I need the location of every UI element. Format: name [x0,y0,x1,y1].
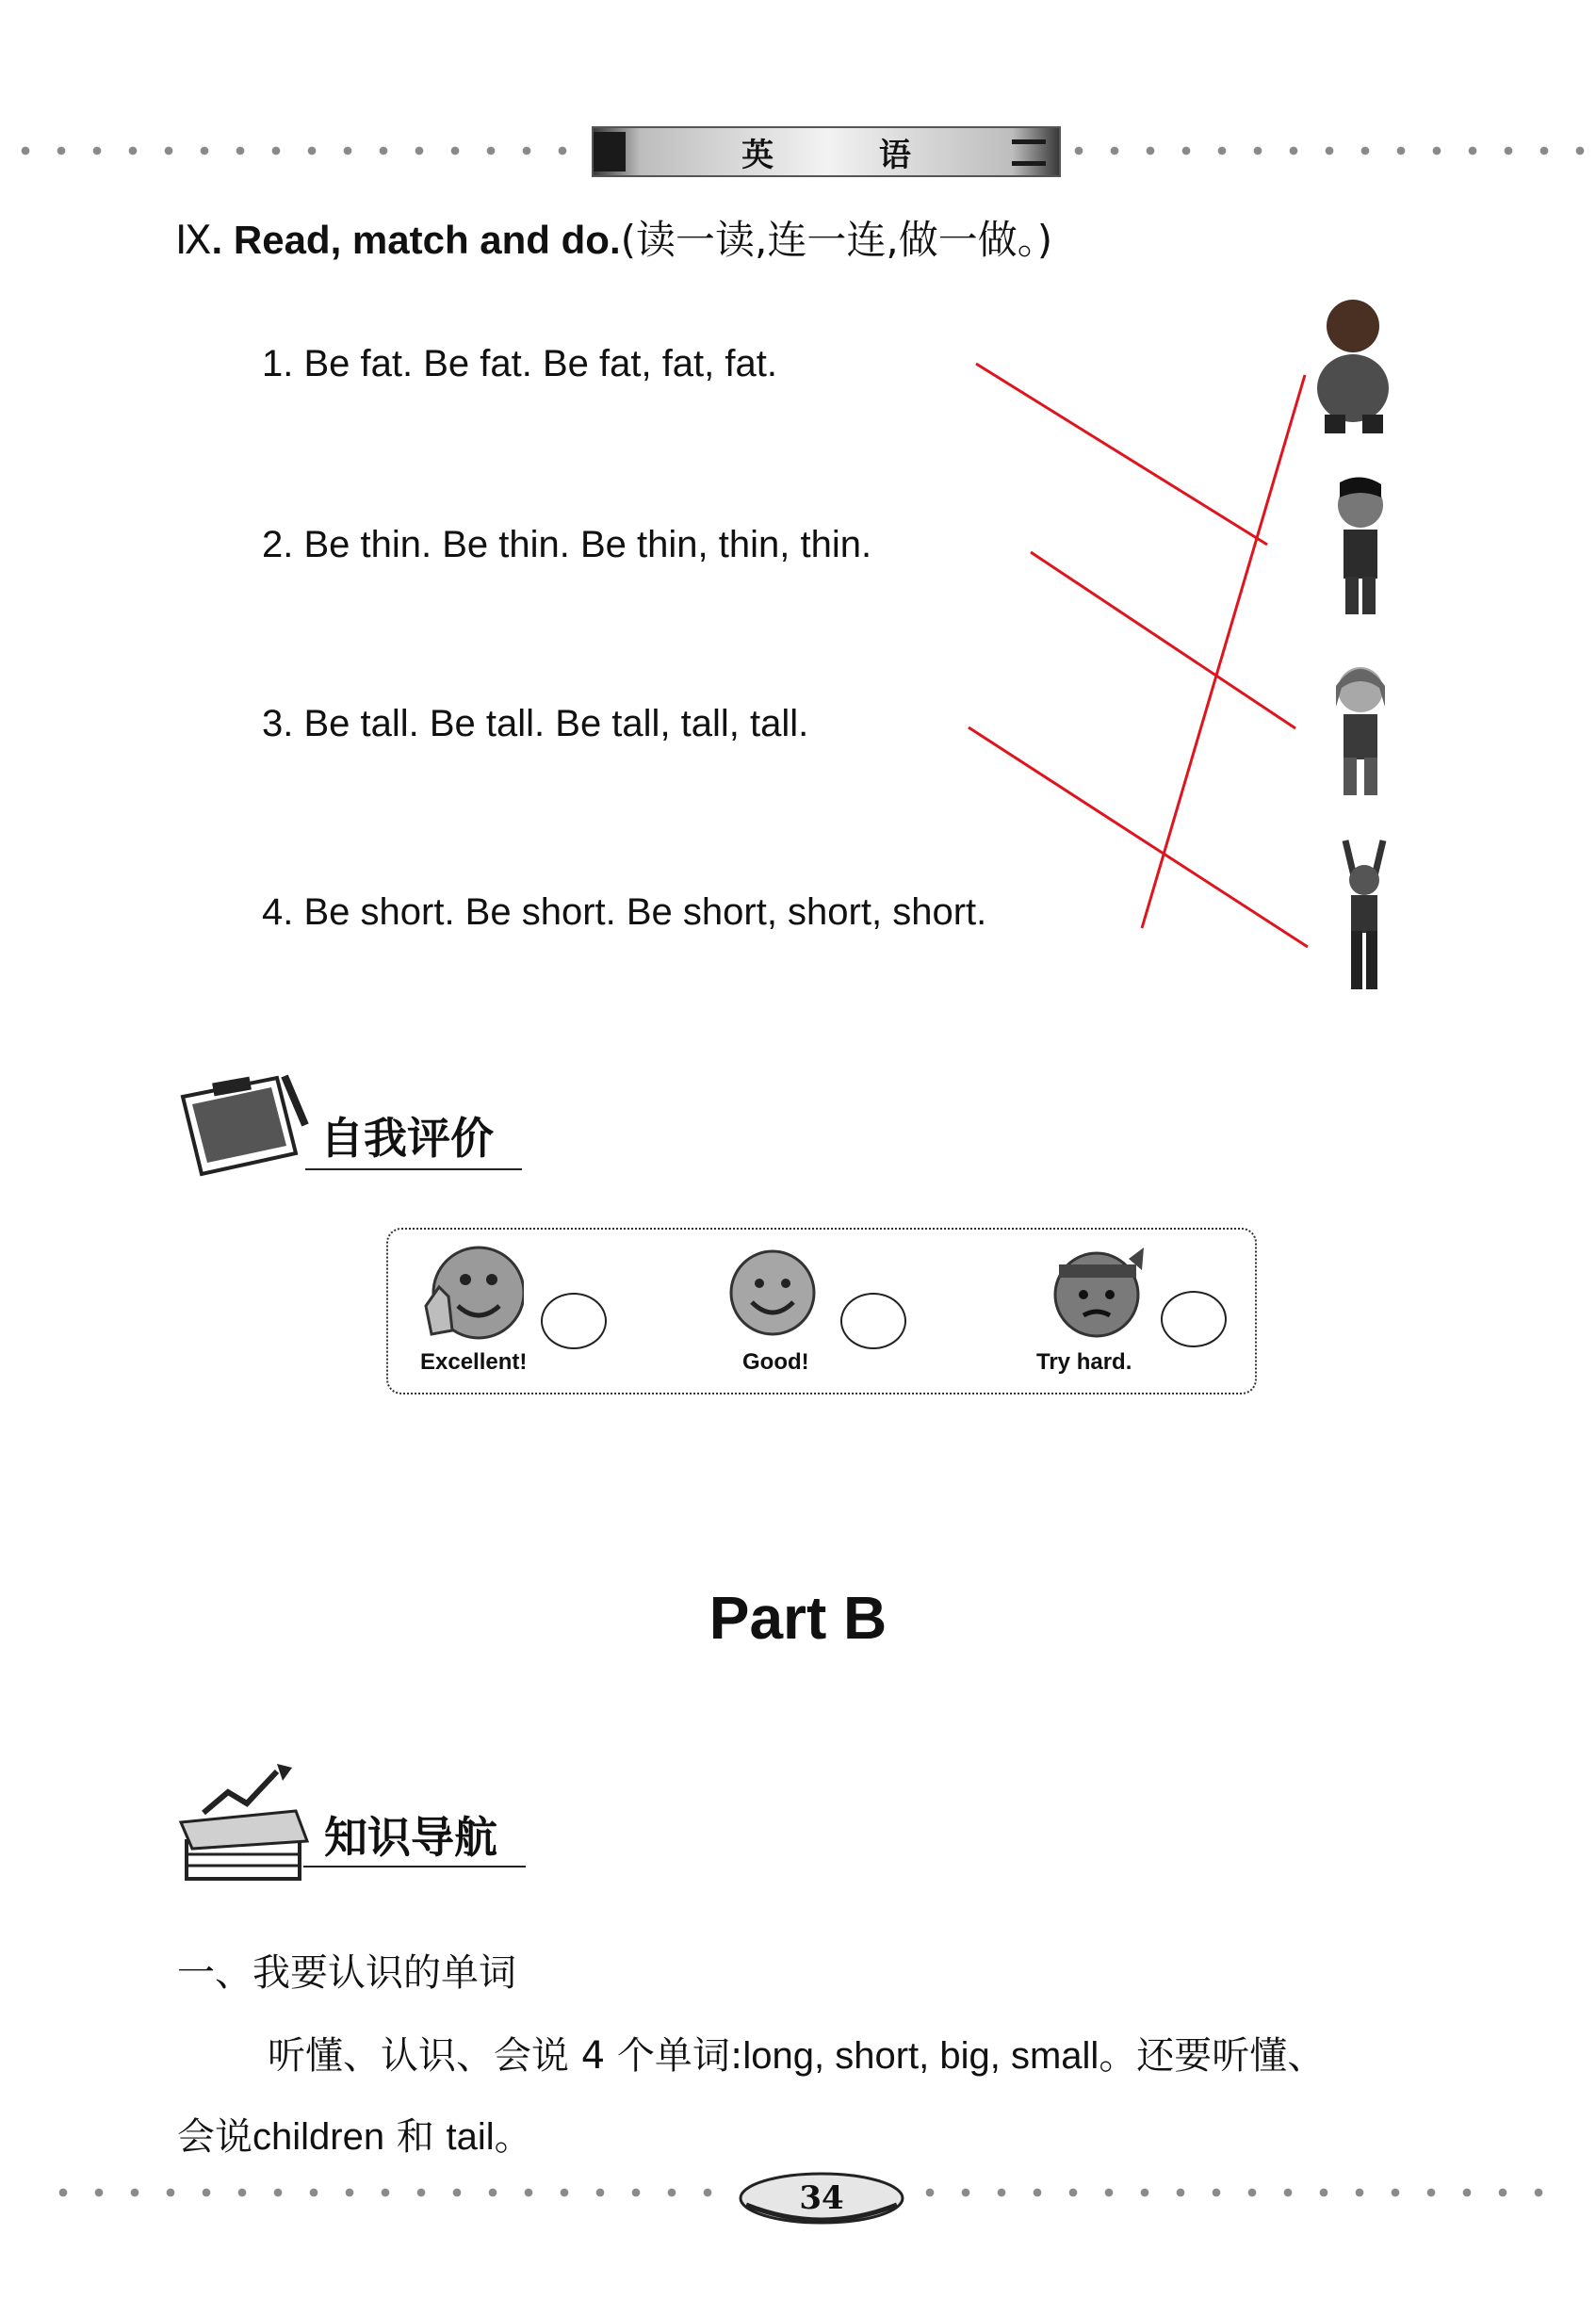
tall-kid-figure [1323,660,1402,799]
knowledge-underline [303,1866,526,1867]
books-chart-icon [175,1754,317,1896]
self-eval-underline [305,1168,522,1170]
thin-kid-figure [1319,477,1404,618]
headband-smiley-icon [1050,1242,1148,1340]
footer-dots-right [912,2188,1562,2197]
knowledge-title: 知识导航 [324,1812,497,1863]
label-good: Good! [742,1349,809,1375]
page-number: 34 [799,2179,844,2217]
sentence-3: 3. Be tall. Be tall. Be tall, tall, tall. [262,703,809,744]
words-line-1-end: 。还要听懂、 [1099,2034,1326,2078]
section-title-en: . Read, match and do. [211,218,621,262]
match-line-4 [1142,375,1305,928]
match-line-2 [1031,552,1295,728]
words-subheading: 一、我要认识的单词 [177,1951,516,1995]
match-line-3 [969,727,1308,947]
words-line-2-mid: 和 [384,2115,447,2159]
header-subject: 英 语 [741,136,958,174]
section-numeral: Ⅸ [175,217,212,263]
words-line-2-cn: 会说 [177,2115,252,2159]
sentence-2: 2. Be thin. Be thin. Be thin, thin, thin. [262,524,872,565]
self-eval-title: 自我评价 [320,1113,494,1164]
answer-oval-try-hard[interactable] [1161,1291,1227,1347]
words-line-2-en1: children [252,2116,385,2158]
label-excellent: Excellent! [420,1349,528,1375]
words-line-1 [268,2026,1325,2080]
words-line-2-end: 。 [494,2115,532,2159]
label-try-hard: Try hard. [1036,1349,1132,1375]
smiley-icon [725,1246,820,1340]
thumbs-up-smiley-icon [420,1240,524,1344]
fat-kid-figure [1310,294,1400,435]
answer-oval-good[interactable] [840,1293,906,1349]
part-b-title: Part B [708,1584,888,1652]
words-line-1-cn: 听懂、认识、会说 4 个单词: [268,2034,743,2078]
sentence-4: 4. Be short. Be short. Be short, short, short. [262,891,987,933]
best-paper-icon [173,1068,315,1182]
short-kid-figure [1330,833,1396,993]
section-title-cn: (读一读,连一连,做一做。) [620,217,1053,263]
match-line-1 [976,364,1267,545]
sentence-1: 1. Be fat. Be fat. Be fat, fat, fat. [262,343,777,384]
footer-dots-left [45,2188,731,2197]
answer-oval-excellent[interactable] [541,1293,607,1349]
words-line-1-en: long, short, big, small [742,2035,1099,2077]
words-line-2-en2: tail [446,2116,495,2158]
words-line-2 [177,2107,532,2161]
